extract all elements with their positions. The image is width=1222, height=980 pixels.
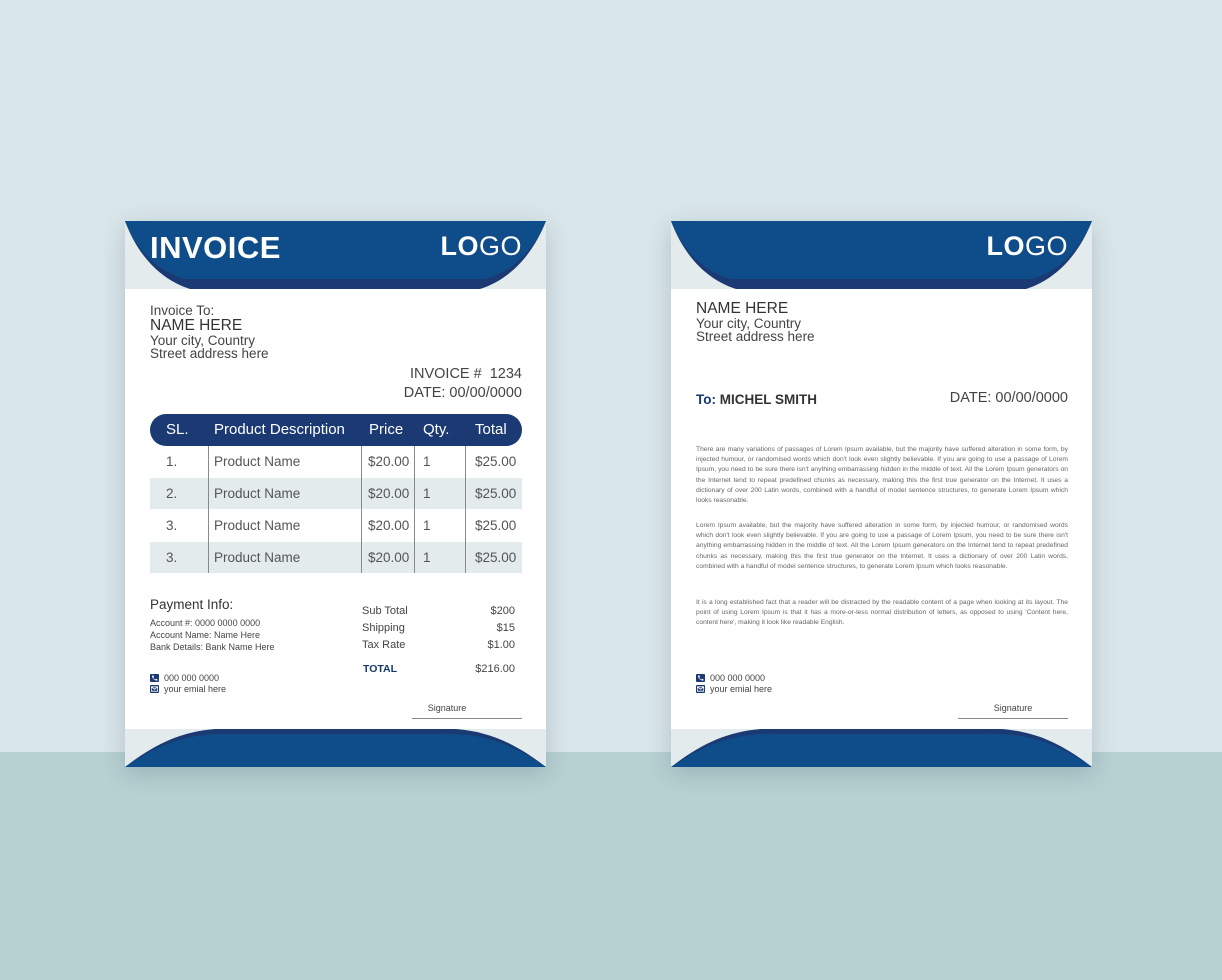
row-sl: 3.	[166, 518, 178, 533]
tax-rate-label: Tax Rate	[362, 639, 406, 651]
recipient-name: MICHEL SMITH	[719, 392, 818, 407]
shipping-label: Shipping	[362, 622, 405, 634]
table-divider	[465, 446, 466, 573]
total-value: $216.00	[475, 663, 515, 675]
phone-icon	[150, 674, 159, 682]
row-qty: 1	[423, 518, 431, 533]
header-description: Product Description	[214, 421, 345, 438]
row-sl: 2.	[166, 486, 178, 501]
table-divider	[414, 446, 415, 573]
row-price: $20.00	[368, 518, 410, 533]
logo-bold-text: LO	[986, 231, 1025, 261]
letter-paragraph: There are many variations of passages of Lorem Ipsum available, but the majority have suffered alteration in some form, by injected humour, or randomised words which don't look even slightly believable. If you are going to use a passage of Lorem Ipsum, you need to be sure there isn't anything embarrassing hidden in the middle of text. All the Lorem Ipsum generators on the Internet tend to repeat predefined chunks as necessary, making this the first true generator on the Internet. It uses a dictionary of over 200 Latin words, combined with a handful of model sentence structures, to generate Lorem Ipsum which looks reasonable.	[696, 446, 1068, 505]
table-divider	[361, 446, 362, 573]
table-header	[150, 414, 522, 446]
background-floor	[0, 752, 1222, 980]
row-price: $20.00	[368, 486, 410, 501]
row-total: $25.00	[475, 518, 517, 533]
sub-total-label: Sub Total	[362, 605, 408, 617]
phone-number: 000 000 0000	[164, 673, 220, 683]
row-sl: 1.	[166, 454, 178, 469]
company-logo	[986, 231, 1068, 262]
row-price: $20.00	[368, 550, 410, 565]
table-row	[150, 542, 522, 573]
header-total: Total	[475, 421, 507, 438]
invoice-to-label: Invoice To:	[150, 303, 215, 318]
bank-details: Bank Details: Bank Name Here	[150, 642, 275, 652]
table-row	[150, 510, 522, 541]
table-row	[150, 446, 522, 477]
phone-icon	[696, 674, 705, 682]
logo-light-text: GO	[478, 231, 522, 261]
signature-label: Signature	[427, 703, 467, 713]
client-name: NAME HERE	[150, 317, 243, 334]
header-sl: SL.	[166, 421, 189, 438]
row-qty: 1	[423, 486, 431, 501]
table-divider	[208, 446, 209, 573]
email-icon	[150, 685, 159, 693]
recipient-line	[696, 392, 817, 407]
invoice-number: INVOICE # 1234	[409, 366, 522, 382]
row-qty: 1	[423, 550, 431, 565]
invoice-date: DATE: 00/00/0000	[403, 385, 522, 401]
letter-paragraph: Lorem Ipsum available, but the majority have suffered alteration in some form, by injected humour, or randomised words which don't look even slightly believable. If you are going to use a passage of Lorem Ipsum, you need to be sure there isn't anything embarrassing hidden in the middle of text. All the Lorem Ipsum generators on the Internet tend to repeat predefined chunks as necessary, making this the first true generator on the Internet. It uses a dictionary of over 200 Latin words, combined with a handful of model sentence structures, to generate Lorem Ipsum which looks reasonable.	[696, 522, 1068, 570]
phone-number: 000 000 0000	[710, 673, 766, 683]
invoice-title: INVOICE	[150, 230, 281, 265]
sender-city: Your city, Country	[696, 316, 802, 331]
email-address: your emial here	[164, 684, 227, 694]
signature-label: Signature	[993, 703, 1033, 713]
row-price: $20.00	[368, 454, 410, 469]
row-product: Product Name	[214, 454, 301, 469]
invoice-sheet	[125, 221, 546, 767]
client-street: Street address here	[150, 346, 269, 361]
signature-line	[958, 718, 1068, 719]
email-address: your emial here	[710, 684, 773, 694]
letterhead-sheet	[671, 221, 1092, 767]
logo-light-text: GO	[1024, 231, 1068, 261]
row-total: $25.00	[475, 550, 517, 565]
table-row	[150, 478, 522, 509]
letter-date: DATE: 00/00/0000	[949, 390, 1068, 406]
row-product: Product Name	[214, 486, 301, 501]
logo-bold-text: LO	[440, 231, 479, 261]
sender-street: Street address here	[696, 329, 815, 344]
row-total: $25.00	[475, 486, 517, 501]
sender-name: NAME HERE	[696, 300, 789, 317]
payment-info-title: Payment Info:	[150, 597, 234, 612]
row-qty: 1	[423, 454, 431, 469]
letterhead-footer-band	[671, 729, 1092, 767]
sub-total-value: $200	[490, 605, 515, 617]
header-price: Price	[369, 421, 404, 438]
invoice-footer-band	[125, 729, 546, 767]
row-total: $25.00	[475, 454, 517, 469]
to-label: To:	[696, 392, 716, 407]
email-icon	[696, 685, 705, 693]
shipping-value: $15	[496, 622, 515, 634]
signature-line	[412, 718, 522, 719]
row-sl: 3.	[166, 550, 178, 565]
tax-rate-value: $1.00	[487, 639, 515, 651]
row-product: Product Name	[214, 518, 301, 533]
header-qty: Qty.	[423, 421, 450, 438]
letter-paragraph: It is a long established fact that a reader will be distracted by the readable content of a page when looking at its layout. The point of using Lorem Ipsum is that it has a more-or-less normal distribution of letters, as opposed to using 'Content here, content here', making it look like readable English.	[696, 599, 1068, 627]
account-number: Account #: 0000 0000 0000	[150, 618, 261, 628]
client-city: Your city, Country	[150, 333, 256, 348]
company-logo	[440, 231, 522, 262]
account-name: Account Name: Name Here	[150, 630, 261, 640]
row-product: Product Name	[214, 550, 301, 565]
total-label: TOTAL	[363, 663, 398, 675]
